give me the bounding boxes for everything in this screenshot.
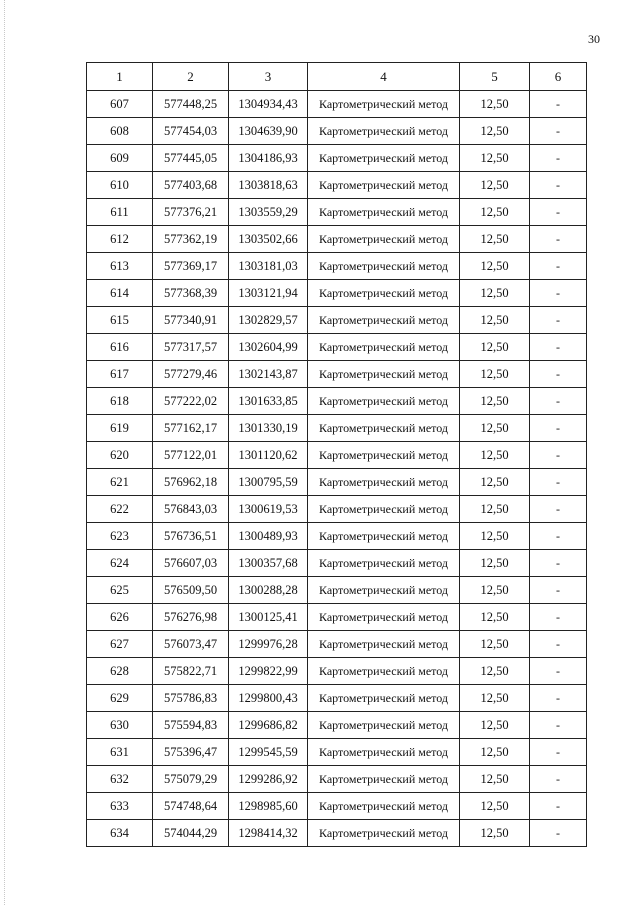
- point-number-cell: 624: [87, 550, 153, 577]
- method-cell: Картометрический метод: [308, 415, 460, 442]
- y-coordinate-cell: 1304186,93: [229, 145, 308, 172]
- method-cell: Картометрический метод: [308, 172, 460, 199]
- method-cell: Картометрический метод: [308, 820, 460, 847]
- table-row: [87, 550, 587, 577]
- accuracy-cell: 12,50: [460, 523, 530, 550]
- y-coordinate-cell: 1299286,92: [229, 766, 308, 793]
- point-number-cell: 634: [87, 820, 153, 847]
- point-number-cell: 621: [87, 469, 153, 496]
- y-coordinate-cell: 1302604,99: [229, 334, 308, 361]
- point-number-cell: 631: [87, 739, 153, 766]
- note-cell: -: [530, 739, 587, 766]
- x-coordinate-cell: 575786,83: [153, 685, 229, 712]
- table-row: [87, 496, 587, 523]
- point-number-cell: 607: [87, 91, 153, 118]
- y-coordinate-cell: 1303559,29: [229, 199, 308, 226]
- x-coordinate-cell: 577122,01: [153, 442, 229, 469]
- table-row: [87, 388, 587, 415]
- y-coordinate-cell: 1300619,53: [229, 496, 308, 523]
- method-cell: Картометрический метод: [308, 550, 460, 577]
- table-row: [87, 199, 587, 226]
- table-row: [87, 145, 587, 172]
- note-cell: -: [530, 91, 587, 118]
- table-row: [87, 658, 587, 685]
- x-coordinate-cell: 576736,51: [153, 523, 229, 550]
- note-cell: -: [530, 388, 587, 415]
- header-cell-3: 3: [229, 63, 308, 91]
- x-coordinate-cell: 577317,57: [153, 334, 229, 361]
- table-row: [87, 172, 587, 199]
- table-row: [87, 334, 587, 361]
- point-number-cell: 613: [87, 253, 153, 280]
- point-number-cell: 611: [87, 199, 153, 226]
- table-row: [87, 118, 587, 145]
- accuracy-cell: 12,50: [460, 658, 530, 685]
- accuracy-cell: 12,50: [460, 172, 530, 199]
- note-cell: -: [530, 118, 587, 145]
- point-number-cell: 623: [87, 523, 153, 550]
- accuracy-cell: 12,50: [460, 604, 530, 631]
- method-cell: Картометрический метод: [308, 145, 460, 172]
- header-cell-2: 2: [153, 63, 229, 91]
- accuracy-cell: 12,50: [460, 91, 530, 118]
- method-cell: Картометрический метод: [308, 199, 460, 226]
- table-row: [87, 631, 587, 658]
- accuracy-cell: 12,50: [460, 820, 530, 847]
- note-cell: -: [530, 199, 587, 226]
- y-coordinate-cell: 1300125,41: [229, 604, 308, 631]
- method-cell: Картометрический метод: [308, 361, 460, 388]
- accuracy-cell: 12,50: [460, 415, 530, 442]
- table-row: [87, 91, 587, 118]
- note-cell: -: [530, 361, 587, 388]
- point-number-cell: 626: [87, 604, 153, 631]
- accuracy-cell: 12,50: [460, 334, 530, 361]
- y-coordinate-cell: 1301330,19: [229, 415, 308, 442]
- x-coordinate-cell: 577279,46: [153, 361, 229, 388]
- method-cell: Картометрический метод: [308, 523, 460, 550]
- point-number-cell: 610: [87, 172, 153, 199]
- point-number-cell: 632: [87, 766, 153, 793]
- coordinates-table: [86, 62, 587, 847]
- accuracy-cell: 12,50: [460, 226, 530, 253]
- x-coordinate-cell: 575079,29: [153, 766, 229, 793]
- method-cell: Картометрический метод: [308, 766, 460, 793]
- point-number-cell: 625: [87, 577, 153, 604]
- accuracy-cell: 12,50: [460, 253, 530, 280]
- x-coordinate-cell: 577445,05: [153, 145, 229, 172]
- note-cell: -: [530, 766, 587, 793]
- x-coordinate-cell: 577340,91: [153, 307, 229, 334]
- accuracy-cell: 12,50: [460, 685, 530, 712]
- point-number-cell: 630: [87, 712, 153, 739]
- y-coordinate-cell: 1303181,03: [229, 253, 308, 280]
- accuracy-cell: 12,50: [460, 577, 530, 604]
- x-coordinate-cell: 576843,03: [153, 496, 229, 523]
- point-number-cell: 612: [87, 226, 153, 253]
- y-coordinate-cell: 1299545,59: [229, 739, 308, 766]
- method-cell: Картометрический метод: [308, 307, 460, 334]
- note-cell: -: [530, 415, 587, 442]
- note-cell: -: [530, 712, 587, 739]
- table-row: [87, 442, 587, 469]
- note-cell: -: [530, 253, 587, 280]
- note-cell: -: [530, 334, 587, 361]
- note-cell: -: [530, 280, 587, 307]
- method-cell: Картометрический метод: [308, 604, 460, 631]
- note-cell: -: [530, 442, 587, 469]
- table-row: [87, 523, 587, 550]
- table-row: [87, 469, 587, 496]
- table-row: [87, 766, 587, 793]
- accuracy-cell: 12,50: [460, 145, 530, 172]
- method-cell: Картометрический метод: [308, 793, 460, 820]
- note-cell: -: [530, 469, 587, 496]
- x-coordinate-cell: 576607,03: [153, 550, 229, 577]
- point-number-cell: 627: [87, 631, 153, 658]
- y-coordinate-cell: 1301120,62: [229, 442, 308, 469]
- y-coordinate-cell: 1299686,82: [229, 712, 308, 739]
- method-cell: Картометрический метод: [308, 739, 460, 766]
- point-number-cell: 617: [87, 361, 153, 388]
- table-row: [87, 577, 587, 604]
- point-number-cell: 629: [87, 685, 153, 712]
- table-body: [87, 91, 587, 847]
- note-cell: -: [530, 685, 587, 712]
- table-row: [87, 685, 587, 712]
- y-coordinate-cell: 1300288,28: [229, 577, 308, 604]
- accuracy-cell: 12,50: [460, 496, 530, 523]
- table-row: [87, 226, 587, 253]
- point-number-cell: 609: [87, 145, 153, 172]
- y-coordinate-cell: 1303502,66: [229, 226, 308, 253]
- x-coordinate-cell: 577376,21: [153, 199, 229, 226]
- note-cell: -: [530, 793, 587, 820]
- point-number-cell: 616: [87, 334, 153, 361]
- table-row: [87, 253, 587, 280]
- method-cell: Картометрический метод: [308, 631, 460, 658]
- note-cell: -: [530, 172, 587, 199]
- y-coordinate-cell: 1304934,43: [229, 91, 308, 118]
- note-cell: -: [530, 604, 587, 631]
- table-row: [87, 361, 587, 388]
- accuracy-cell: 12,50: [460, 442, 530, 469]
- y-coordinate-cell: 1304639,90: [229, 118, 308, 145]
- y-coordinate-cell: 1300489,93: [229, 523, 308, 550]
- x-coordinate-cell: 577369,17: [153, 253, 229, 280]
- method-cell: Картометрический метод: [308, 280, 460, 307]
- table-row: [87, 820, 587, 847]
- note-cell: -: [530, 523, 587, 550]
- header-cell-1: 1: [87, 63, 153, 91]
- y-coordinate-cell: 1298414,32: [229, 820, 308, 847]
- accuracy-cell: 12,50: [460, 361, 530, 388]
- x-coordinate-cell: 577454,03: [153, 118, 229, 145]
- header-cell-6: 6: [530, 63, 587, 91]
- table-row: [87, 415, 587, 442]
- point-number-cell: 608: [87, 118, 153, 145]
- y-coordinate-cell: 1299800,43: [229, 685, 308, 712]
- method-cell: Картометрический метод: [308, 577, 460, 604]
- y-coordinate-cell: 1298985,60: [229, 793, 308, 820]
- note-cell: -: [530, 226, 587, 253]
- x-coordinate-cell: 576509,50: [153, 577, 229, 604]
- x-coordinate-cell: 575396,47: [153, 739, 229, 766]
- point-number-cell: 614: [87, 280, 153, 307]
- x-coordinate-cell: 576276,98: [153, 604, 229, 631]
- method-cell: Картометрический метод: [308, 496, 460, 523]
- y-coordinate-cell: 1299822,99: [229, 658, 308, 685]
- table-header: [87, 63, 587, 91]
- note-cell: -: [530, 145, 587, 172]
- note-cell: -: [530, 496, 587, 523]
- point-number-cell: 620: [87, 442, 153, 469]
- accuracy-cell: 12,50: [460, 550, 530, 577]
- method-cell: Картометрический метод: [308, 334, 460, 361]
- point-number-cell: 615: [87, 307, 153, 334]
- page-number: 30: [588, 32, 600, 46]
- accuracy-cell: 12,50: [460, 766, 530, 793]
- y-coordinate-cell: 1303121,94: [229, 280, 308, 307]
- y-coordinate-cell: 1302143,87: [229, 361, 308, 388]
- x-coordinate-cell: 576073,47: [153, 631, 229, 658]
- y-coordinate-cell: 1302829,57: [229, 307, 308, 334]
- method-cell: Картометрический метод: [308, 442, 460, 469]
- x-coordinate-cell: 574044,29: [153, 820, 229, 847]
- accuracy-cell: 12,50: [460, 793, 530, 820]
- table-row: [87, 739, 587, 766]
- note-cell: -: [530, 550, 587, 577]
- x-coordinate-cell: 577403,68: [153, 172, 229, 199]
- x-coordinate-cell: 577222,02: [153, 388, 229, 415]
- accuracy-cell: 12,50: [460, 280, 530, 307]
- accuracy-cell: 12,50: [460, 712, 530, 739]
- method-cell: Картометрический метод: [308, 469, 460, 496]
- note-cell: -: [530, 307, 587, 334]
- method-cell: Картометрический метод: [308, 658, 460, 685]
- y-coordinate-cell: 1300357,68: [229, 550, 308, 577]
- accuracy-cell: 12,50: [460, 388, 530, 415]
- x-coordinate-cell: 577448,25: [153, 91, 229, 118]
- accuracy-cell: 12,50: [460, 118, 530, 145]
- table-row: [87, 712, 587, 739]
- accuracy-cell: 12,50: [460, 307, 530, 334]
- x-coordinate-cell: 577362,19: [153, 226, 229, 253]
- header-cell-4: 4: [308, 63, 460, 91]
- x-coordinate-cell: 575822,71: [153, 658, 229, 685]
- x-coordinate-cell: 577368,39: [153, 280, 229, 307]
- y-coordinate-cell: 1303818,63: [229, 172, 308, 199]
- accuracy-cell: 12,50: [460, 631, 530, 658]
- y-coordinate-cell: 1300795,59: [229, 469, 308, 496]
- table-row: [87, 604, 587, 631]
- y-coordinate-cell: 1299976,28: [229, 631, 308, 658]
- table-row: [87, 793, 587, 820]
- y-coordinate-cell: 1301633,85: [229, 388, 308, 415]
- method-cell: Картометрический метод: [308, 226, 460, 253]
- accuracy-cell: 12,50: [460, 739, 530, 766]
- point-number-cell: 619: [87, 415, 153, 442]
- table-row: [87, 280, 587, 307]
- method-cell: Картометрический метод: [308, 118, 460, 145]
- point-number-cell: 633: [87, 793, 153, 820]
- method-cell: Картометрический метод: [308, 685, 460, 712]
- point-number-cell: 628: [87, 658, 153, 685]
- method-cell: Картометрический метод: [308, 91, 460, 118]
- scan-edge-line: [4, 0, 6, 905]
- x-coordinate-cell: 577162,17: [153, 415, 229, 442]
- note-cell: -: [530, 820, 587, 847]
- note-cell: -: [530, 658, 587, 685]
- header-row: [87, 63, 587, 91]
- note-cell: -: [530, 577, 587, 604]
- x-coordinate-cell: 574748,64: [153, 793, 229, 820]
- point-number-cell: 618: [87, 388, 153, 415]
- method-cell: Картометрический метод: [308, 253, 460, 280]
- accuracy-cell: 12,50: [460, 469, 530, 496]
- method-cell: Картометрический метод: [308, 388, 460, 415]
- x-coordinate-cell: 576962,18: [153, 469, 229, 496]
- point-number-cell: 622: [87, 496, 153, 523]
- header-cell-5: 5: [460, 63, 530, 91]
- x-coordinate-cell: 575594,83: [153, 712, 229, 739]
- accuracy-cell: 12,50: [460, 199, 530, 226]
- table-row: [87, 307, 587, 334]
- note-cell: -: [530, 631, 587, 658]
- method-cell: Картометрический метод: [308, 712, 460, 739]
